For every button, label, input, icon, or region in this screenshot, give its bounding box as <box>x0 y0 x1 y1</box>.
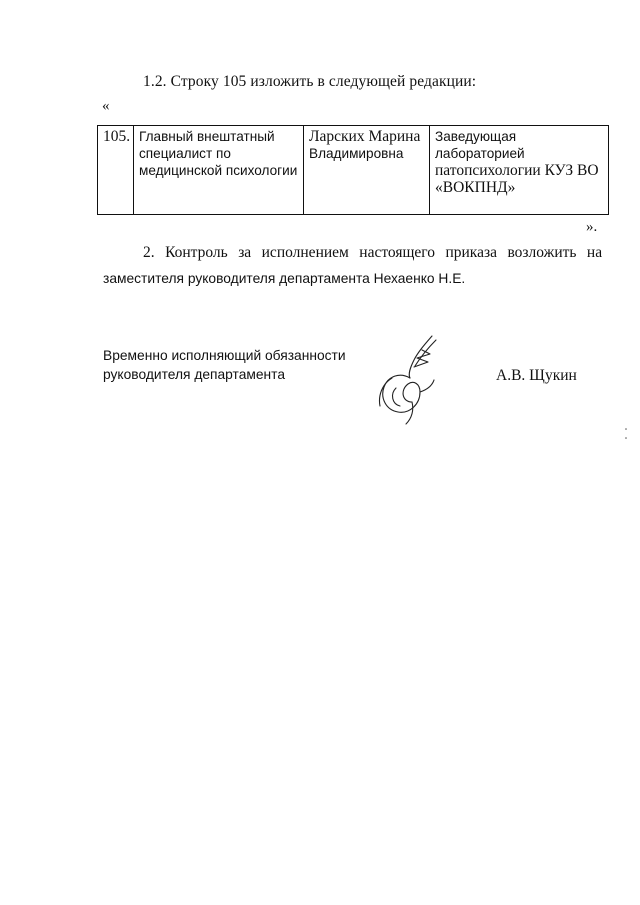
row-number-cell: 105. <box>98 126 134 215</box>
position-cell: Главный внештатный специалист по медицинской психологии <box>134 126 304 215</box>
paragraph2-word: исполнением <box>261 244 349 261</box>
scan-edge-mark <box>624 426 628 456</box>
paragraph2-word: на <box>586 244 603 261</box>
closing-quote: ». <box>586 219 598 235</box>
paragraph2-word: 2. <box>143 244 155 261</box>
paragraph2-word: настоящего <box>359 244 436 261</box>
workplace-cell <box>430 126 609 215</box>
signer-name: А.В. Щукин <box>496 367 577 384</box>
paragraph2-word: возложить <box>507 244 577 261</box>
workplace-line1: Заведующая <box>435 129 517 144</box>
table-row <box>98 126 609 215</box>
paragraph2-word: приказа <box>445 244 497 261</box>
person-name-line1: Ларских Марина <box>309 128 421 145</box>
signer-title-line1: Временно исполняющий обязанности <box>103 348 346 363</box>
workplace-line4: «ВОКПНД» <box>435 179 516 196</box>
handwritten-signature <box>370 332 450 427</box>
person-name-cell <box>304 126 430 215</box>
person-name-line2: Владимировна <box>309 146 404 161</box>
workplace-line2: лабораторией <box>435 146 525 161</box>
intro-paragraph: 1.2. Строку 105 изложить в следующей редакции: <box>143 73 477 90</box>
signer-title <box>103 346 346 384</box>
signer-title-line2: руководителя департамента <box>103 367 286 382</box>
workplace-line3: патопсихологии КУЗ ВО <box>435 162 599 179</box>
amendment-table <box>97 125 609 215</box>
paragraph2-word: за <box>238 244 252 261</box>
opening-quote: « <box>102 98 110 114</box>
paragraph2-line1 <box>143 244 602 262</box>
paragraph2-word: Контроль <box>165 244 228 261</box>
paragraph2-line2: заместителя руководителя департамента Нехаенко Н.Е. <box>103 271 466 286</box>
